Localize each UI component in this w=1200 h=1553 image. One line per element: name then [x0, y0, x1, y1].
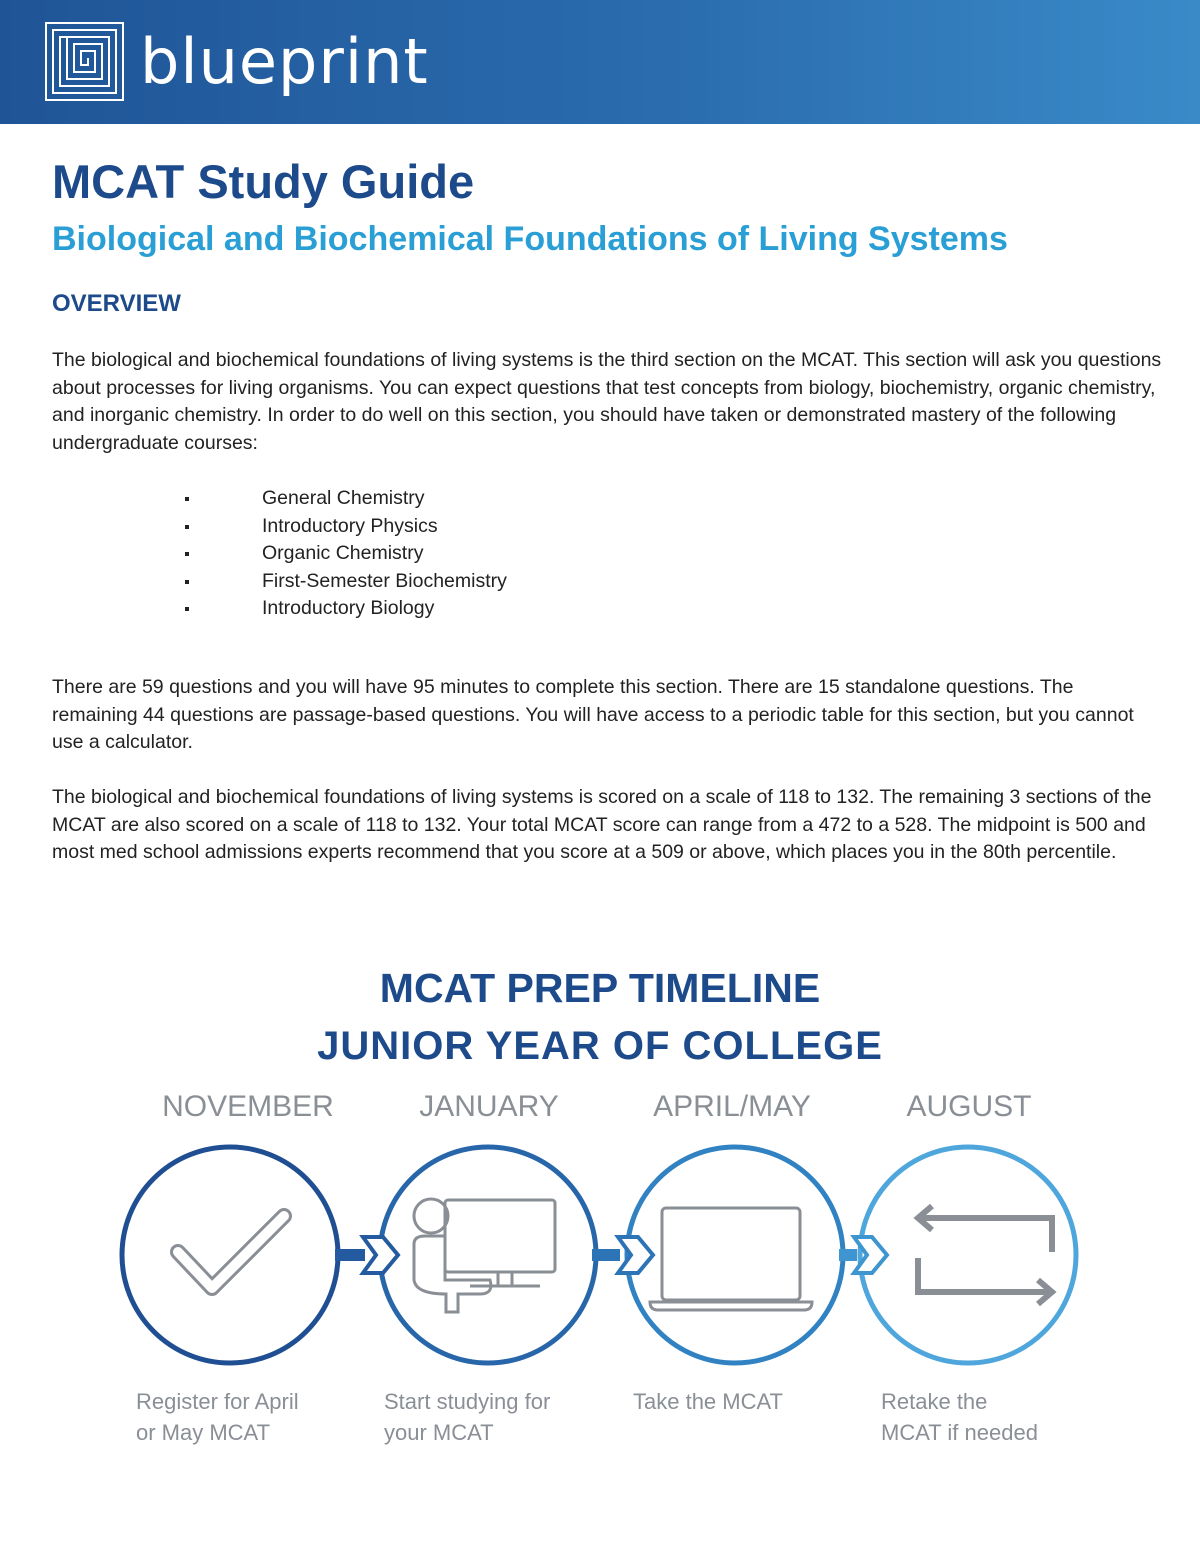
step-circle-august	[860, 1147, 1076, 1363]
overview-heading: OVERVIEW	[52, 290, 181, 317]
bullet-icon	[185, 497, 189, 501]
scoring-paragraph: The biological and biochemical foundations of living systems is scored on a scale of 118 to 132. The remaining 3 sections of the MCAT are also scored on a scale of 118 to 132. Your total MCAT score can range from a 472 to a 528. The midpoint is 500 and most med school admissions experts recommend that you score at a 509 or above, which places you in the 80th percentile.	[52, 786, 1152, 863]
brand-name: blueprint	[140, 25, 429, 98]
bullet-icon	[185, 607, 189, 611]
caption-november: Register for April or May MCAT	[136, 1389, 299, 1445]
connector-arrow-icon	[592, 1237, 653, 1273]
month-november: NOVEMBER	[162, 1090, 334, 1123]
timeline-title: MCAT PREP TIMELINE	[379, 965, 821, 1011]
repeat-arrows-icon	[918, 1206, 1052, 1304]
step-circle-january	[380, 1147, 596, 1363]
bullet-icon	[185, 552, 189, 556]
month-august: AUGUST	[906, 1090, 1032, 1123]
person-at-desk-icon	[414, 1199, 555, 1312]
month-january: JANUARY	[419, 1090, 559, 1123]
step-circle-november	[122, 1147, 338, 1363]
header-banner	[0, 0, 1200, 124]
laptop-icon	[650, 1208, 812, 1310]
timeline-subtitle: JUNIOR YEAR OF COLLEGE	[317, 1024, 883, 1068]
questions-paragraph: There are 59 questions and you will have 95 minutes to complete this section. There are 15 standalone questions. The remaining 44 questions are passage-based questions. You will have access to a periodic table for this section, but you cannot use a calculator.	[52, 676, 1134, 753]
page-title: MCAT Study Guide	[52, 155, 475, 208]
step-circle-april-may	[627, 1147, 843, 1363]
bullet-icon	[185, 580, 189, 584]
caption-april-may: Take the MCAT	[633, 1389, 783, 1414]
overview-intro: The biological and biochemical foundations of living systems is the third section on the MCAT. This section will ask you questions about processes for living organisms. You can expect questions that test concepts from biology, biochemistry, organic chemistry, and inorganic chemistry. In order to do well on this section, you should have taken or demonstrated mastery of the following undergraduate courses:	[52, 349, 1162, 454]
timeline-graphic	[0, 1140, 1200, 1380]
caption-january: Start studying for your MCAT	[384, 1389, 551, 1445]
maze-square-icon	[45, 22, 124, 101]
month-april-may: APRIL/MAY	[653, 1090, 811, 1123]
page-subtitle: Biological and Biochemical Foundations of Living Systems	[52, 220, 1008, 258]
connector-arrow-icon	[335, 1237, 398, 1273]
bullet-icon	[185, 525, 189, 529]
connector-arrow-icon	[839, 1237, 887, 1273]
caption-august: Retake the MCAT if needed	[881, 1389, 1038, 1445]
